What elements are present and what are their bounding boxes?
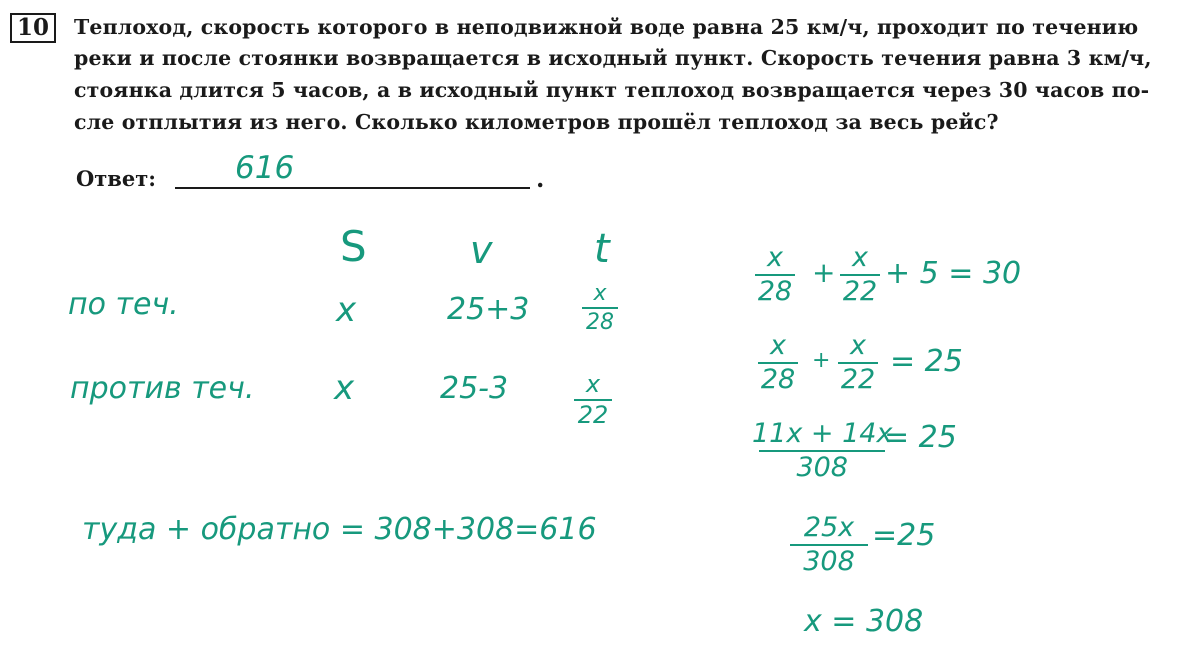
eq3-rest: = 25 [884,420,957,455]
eq4-numerator: 25x [803,512,855,543]
eq1-plus: + [812,256,836,289]
eq2-f2-denominator: 22 [840,364,876,396]
answer-field-line[interactable] [175,187,530,189]
eq2-f1-denominator: 28 [760,364,796,396]
row2-v: 25-3 [440,371,509,406]
row2-t-numerator: x [585,370,601,398]
row1-s: x [336,290,357,330]
problem-text-line-3: стоянка длится 5 часов, а в исходный пункт теплоход возвращается через 30 часов по- [74,78,1150,102]
eq1-f2-numerator: x [852,242,868,273]
row1-t-denominator: 28 [586,310,614,336]
eq3-numerator: 11x + 14x [752,418,893,449]
row2-t-denominator: 22 [577,401,609,430]
row2-s: x [334,368,355,408]
row1-t-numerator: x [593,281,607,306]
eq1-f1-denominator: 28 [757,276,793,308]
eq2-f2-numerator: x [850,330,866,361]
task-number: 10 [10,13,56,43]
row1-t-bar [582,307,618,309]
row2-label: против теч. [70,371,255,406]
eq3-fraction [752,420,892,483]
answer-label: Ответ: [76,166,157,191]
eq2-f1-numerator: x [770,330,786,361]
row1-label: по теч. [68,287,179,322]
row1-t-fraction [582,282,618,334]
eq1-rest: + 5 = 30 [885,256,1022,291]
eq3-denominator: 308 [796,452,848,484]
problem-text-line-2: реки и после стоянки возвращается в исходный пункт. Скорость течения равна 3 км/ч, [74,46,1152,70]
header-t: t [594,226,610,272]
eq4-rest: =25 [872,518,936,553]
total-distance: туда + обратно = 308+308=616 [82,512,597,547]
eq2-rest: = 25 [890,344,963,379]
eq1-fraction-1 [755,244,795,307]
eq2-plus: + [812,348,831,373]
answer-dot: . [536,164,545,193]
answer-value: 616 [235,150,295,186]
eq4-denominator: 308 [803,546,855,578]
eq1-fraction-2 [840,244,880,307]
row2-t-fraction [574,372,612,428]
eq2-fraction-2 [838,332,878,395]
eq2-fraction-1 [758,332,798,395]
eq1-f1-numerator: x [767,242,783,273]
header-v: v [470,228,493,272]
eq1-f2-denominator: 22 [842,276,878,308]
header-s: S [340,222,367,271]
eq5-result: x = 308 [804,604,924,639]
eq4-fraction [790,514,868,577]
problem-text-line-4: сле отплытия из него. Сколько километров прошёл теплоход за весь рейс? [74,110,999,134]
problem-text-line-1: Теплоход, скорость которого в неподвижной воде равна 25 км/ч, проходит по течению [74,15,1139,39]
row1-v: 25+3 [447,292,530,327]
